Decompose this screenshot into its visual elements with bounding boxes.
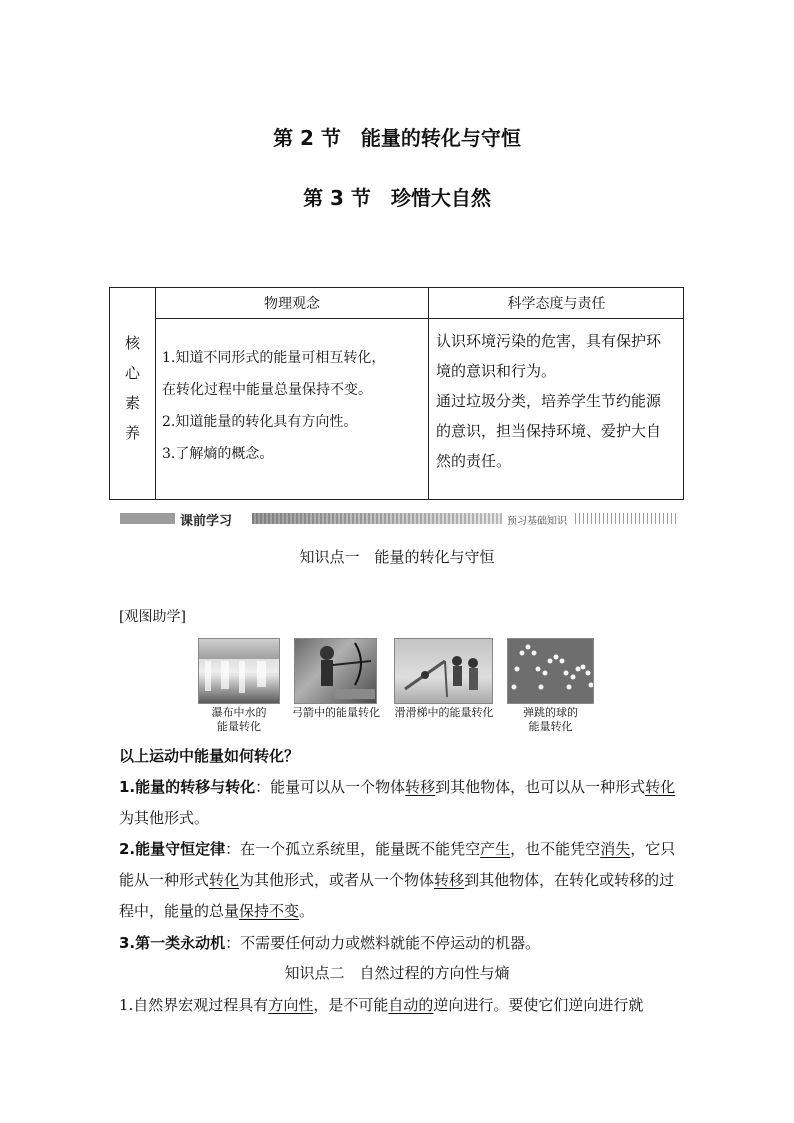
paragraph-lead: 3.第一类永动机 — [119, 934, 226, 952]
banner-bar — [120, 513, 175, 524]
table-divider — [428, 288, 429, 499]
underlined-answer: 保持不变 — [239, 902, 300, 920]
underlined-answer: 转移 — [405, 778, 436, 796]
paragraph-text: 到其他物体，在转化或转移的过程中，能量的总量 — [119, 871, 675, 920]
waterfall-graphic — [199, 639, 279, 703]
col-header-science-attitude: 科学态度与责任 — [507, 296, 606, 312]
side-label-char: 核 — [124, 334, 140, 352]
paragraph-text: 。 — [299, 902, 315, 920]
cell-line: 然的责任。 — [436, 452, 512, 470]
slide-caption — [390, 706, 498, 720]
guiding-question: 以上运动中能量如何转化？ — [119, 747, 300, 765]
waterfall-caption — [198, 706, 280, 734]
paragraph-text: ，也不能凭空 — [510, 840, 601, 858]
paragraph-perpetual-motion — [119, 928, 679, 959]
cell-line: 1.知道不同形式的能量可相互转化， — [162, 350, 386, 366]
table-divider — [155, 288, 156, 499]
paragraph-text: 1.自然界宏观过程具有 — [119, 996, 269, 1014]
col-header-physics-concept: 物理观念 — [264, 296, 320, 312]
paragraph-direction — [119, 990, 679, 1021]
caption-line: 瀑布中水的 — [211, 706, 267, 719]
archery-photo — [294, 638, 377, 704]
cell-line: 的意识，担当保持环境、爱护大自 — [436, 422, 662, 440]
banner-bar — [575, 513, 678, 524]
table-divider — [155, 318, 683, 319]
knowledge-point-1-heading: 知识点一 能量的转化与守恒 — [299, 548, 495, 566]
paragraph-text: ，是不可能 — [313, 996, 389, 1014]
underlined-answer: 方向性 — [268, 996, 314, 1014]
archery-caption — [286, 706, 386, 720]
paragraph-text: ：不需要任何动力或燃料就能不停运动的机器。 — [225, 934, 541, 952]
caption-line: 弓箭中的能量转化 — [292, 706, 380, 719]
paragraph-lead: 1.能量的转移与转化 — [119, 778, 256, 796]
cell-line: 2.知道能量的转化具有方向性。 — [162, 414, 358, 430]
paragraph-text: 为其他形式，或者从一个物体 — [239, 871, 435, 889]
caption-line: 能量转化 — [217, 720, 261, 733]
banner-sub-label: 预习基础知识 — [507, 516, 567, 527]
cell-line: 通过垃圾分类，培养学生节约能源 — [436, 392, 662, 410]
underlined-answer: 转移 — [434, 871, 465, 889]
bouncing-ball-caption — [507, 706, 594, 734]
underlined-answer: 产生 — [480, 840, 511, 858]
underlined-answer: 转化 — [645, 778, 676, 796]
paragraph-lead: 2.能量守恒定律 — [119, 840, 226, 858]
underlined-answer: 自动的 — [388, 996, 434, 1014]
side-label-char: 素 — [124, 394, 140, 412]
banner-bar-overlay — [252, 513, 502, 524]
banner-label: 课前学习 — [180, 514, 233, 529]
cell-line: 在转化过程中能量总量保持不变。 — [162, 382, 372, 398]
waterfall-photo — [198, 638, 280, 704]
cell-line: 认识环境污染的危害，具有保护环 — [436, 332, 662, 350]
figure-tag: [观图助学] — [119, 609, 186, 625]
bouncing-ball-photo — [507, 638, 594, 704]
knowledge-point-2-heading: 知识点二 自然过程的方向性与熵 — [284, 964, 510, 982]
underlined-answer: 消失 — [600, 840, 631, 858]
cell-line: 境的意识和行为。 — [436, 362, 557, 380]
paragraph-text: 逆向进行。要使它们逆向进行就 — [433, 996, 644, 1014]
slide-photo — [394, 638, 493, 704]
section-banner — [120, 510, 678, 528]
caption-line: 弹跳的球的 — [523, 706, 578, 719]
cell-line: 3.了解熵的概念。 — [162, 446, 274, 462]
section-2-title: 第 2 节 能量的转化与守恒 — [273, 126, 521, 150]
paragraph-text: ：在一个孤立系统里，能量既不能凭空 — [225, 840, 481, 858]
paragraph-text: ，它只能从一种形式 — [119, 840, 676, 889]
paragraph-text: 为其他形式。 — [119, 809, 210, 827]
core-literacy-side-label — [110, 328, 155, 448]
caption-line: 能量转化 — [528, 720, 573, 733]
caption-line: 滑滑梯中的能量转化 — [394, 706, 494, 719]
slide-graphic — [395, 639, 492, 703]
archery-graphic — [295, 639, 376, 703]
paragraph-text: 到其他物体，也可以从一种形式 — [435, 778, 646, 796]
bouncing-ball-graphic — [508, 639, 593, 703]
physics-concept-cell — [162, 342, 424, 470]
underlined-answer: 转化 — [209, 871, 240, 889]
section-3-title: 第 3 节 珍惜大自然 — [303, 186, 491, 210]
paragraph-text: ：能量可以从一个物体 — [255, 778, 406, 796]
science-attitude-cell — [436, 326, 681, 476]
paragraph-energy-conservation — [119, 834, 679, 927]
side-label-char: 心 — [124, 364, 140, 382]
paragraph-energy-transfer — [119, 772, 679, 834]
side-label-char: 养 — [124, 424, 140, 442]
core-literacy-table — [109, 287, 684, 500]
